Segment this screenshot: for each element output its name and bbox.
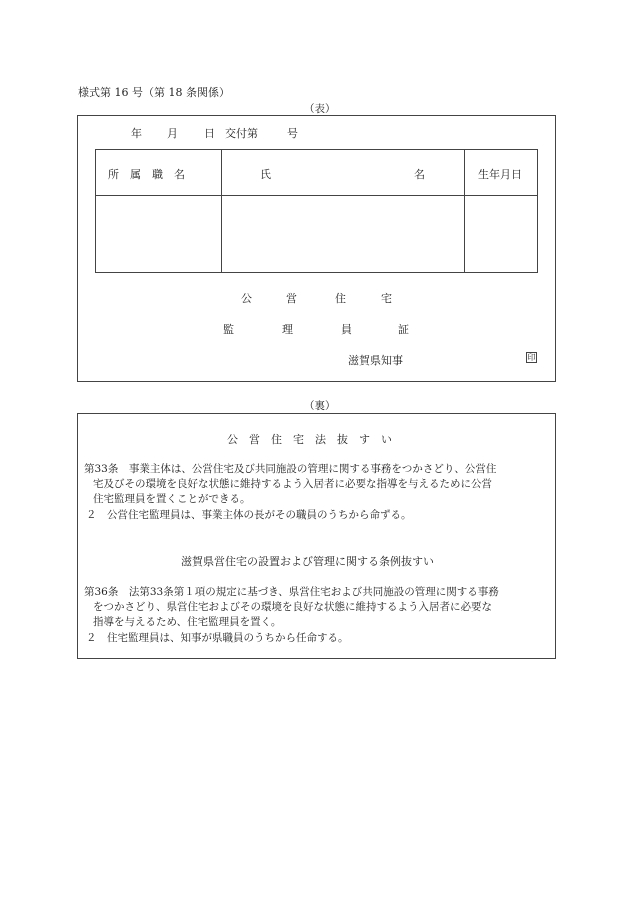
article33-line1: 第33条 事業主体は、公営住宅及び共同施設の管理に関する事務をつかさどり、公営住 [84, 463, 497, 475]
article36-line1: 第36条 法第33条第１項の規定に基づき、県営住宅および共同施設の管理に関する事務 [84, 586, 499, 598]
seal-label: 印 [527, 353, 536, 362]
title-char-8: 証 [398, 323, 409, 336]
section1-title: 公 営 住 宅 法 抜 す い [227, 433, 392, 446]
issuer: 滋賀県知事 [348, 354, 403, 367]
seal-mark [526, 352, 537, 363]
title-char-1: 公 [241, 292, 252, 305]
article36-line2: をつかさどり、県営住宅およびその環境を良好な状態に維持するよう入居者に必要な [93, 601, 492, 613]
article36-line3: 指導を与えるため、住宅監理員を置く。 [93, 616, 282, 628]
date-year: 年 [131, 127, 142, 140]
header-name-given: 名 [414, 168, 425, 181]
section2-title: 滋賀県営住宅の設置および管理に関する条例抜すい [181, 555, 434, 568]
title-char-5: 監 [223, 323, 234, 336]
back-label: （裏） [304, 400, 336, 412]
table-col-divider-2 [464, 149, 465, 273]
issue-number-label: 交付第 [225, 127, 258, 140]
date-day: 日 [204, 127, 215, 140]
title-char-6: 理 [282, 323, 293, 336]
table-header-divider [95, 195, 538, 196]
title-char-4: 宅 [381, 292, 392, 305]
title-char-2: 営 [286, 292, 297, 305]
article33-line2: 宅及びその環境を良好な状態に維持するよう入居者に必要な指導を与えるために公営 [93, 478, 492, 490]
front-label: （表） [304, 103, 336, 115]
date-month: 月 [167, 127, 178, 140]
article36-item2: ２ 住宅監理員は、知事が県職員のうちから任命する。 [86, 632, 349, 644]
article33-item2: ２ 公営住宅監理員は、事業主体の長がその職員のうちから命ずる。 [86, 509, 412, 521]
header-name-family: 氏 [260, 168, 271, 181]
issue-number-suffix: 号 [287, 127, 298, 140]
title-char-3: 住 [335, 292, 346, 305]
table-col-divider-1 [221, 149, 222, 273]
header-birthdate: 生年月日 [478, 168, 522, 181]
title-char-7: 員 [341, 323, 352, 336]
form-number: 様式第 16 号（第 18 条関係） [78, 86, 230, 99]
article33-line3: 住宅監理員を置くことができる。 [93, 493, 251, 505]
header-affiliation: 所 属 職 名 [108, 168, 185, 181]
